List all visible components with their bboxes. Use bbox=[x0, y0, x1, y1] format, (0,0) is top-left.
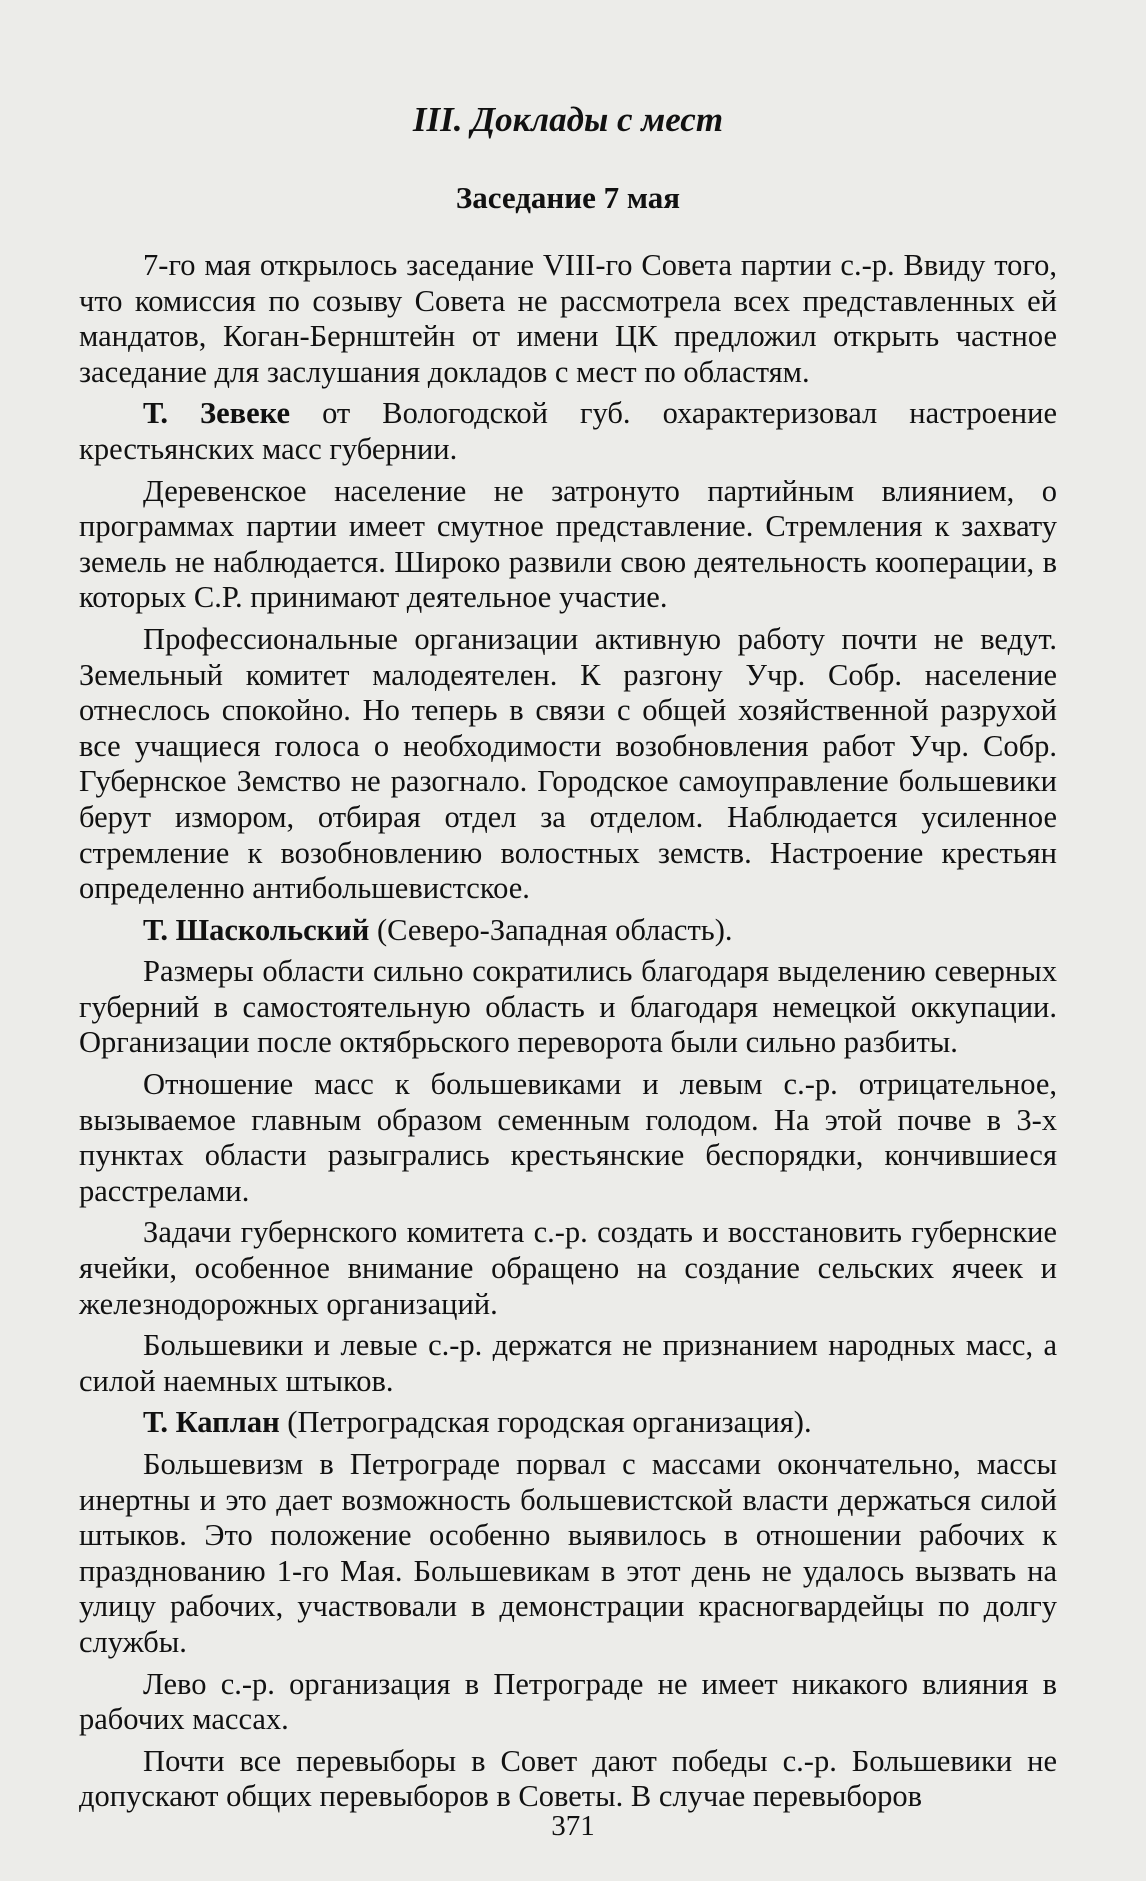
speaker-paragraph-shaskolsky bbox=[79, 913, 1057, 949]
paragraph: Задачи губернского комитета с.-р. создать и восстановить губернские ячейки, особенное внимание обращено на создание сельских ячеек и железнодорожных организаций. bbox=[79, 1215, 1057, 1321]
speaker-paragraph-zeveke bbox=[79, 396, 1057, 467]
speaker-intro: от Вологодской губ. охарактеризовал настроение крестьянских масс губернии. bbox=[79, 396, 1057, 466]
section-title: III. Доклады с мест bbox=[412, 100, 724, 139]
speaker-name: Т. Шаскольский bbox=[143, 912, 370, 947]
speaker-paragraph-kaplan bbox=[79, 1405, 1057, 1441]
paragraph: Лево с.-р. организация в Петрограде не имеет никакого влияния в рабочих массах. bbox=[79, 1666, 1057, 1737]
speaker-intro: (Петроградская городская организация). bbox=[279, 1405, 812, 1440]
paragraph: Профессиональные организации активную работу почти не ведут. Земельный комитет малодеятелен. К разгону Учр. Собр. население отнеслось спокойно. Но теперь в связи с общей хозяйственной разрухой все учащиеся голоса о необходимости возобновления работ Учр. Собр. Губернское Земство не разогнало. Городское самоуправление большевики берут измором, отбирая отдел за отделом. Наблюдается усиленное стремление к возобновлению волостных земств. Настроение крестьян определенно антибольшевистское. bbox=[79, 621, 1057, 906]
paragraph: Размеры области сильно сократились благодаря выделению северных губерний в самостоятельную область и благодаря немецкой оккупации. Организации после октябрьского переворота были сильно разбиты. bbox=[79, 954, 1057, 1060]
page-text bbox=[79, 100, 1057, 1821]
speaker-name: Т. Зевеке bbox=[143, 396, 291, 431]
session-title: Заседание 7 мая bbox=[455, 180, 681, 215]
page-number: 371 bbox=[551, 1810, 595, 1842]
paragraph: Почти все перевыборы в Совет дают победы с.-р. Большевики не допускают общих перевыборов в Советы. В случае перевыборов bbox=[79, 1743, 1057, 1814]
paragraph: Большевизм в Петрограде порвал с массами окончательно, массы инертны и это дает возможность большевистской власти держаться силой штыков. Это положение особенно выявилось в отношении рабочих к празднованию 1-го Мая. Большевикам в этот день не удалось вызвать на улицу рабочих, участвовали в демонстрации красногвардейцы по долгу службы. bbox=[79, 1447, 1057, 1659]
speaker-name: Т. Каплан bbox=[143, 1405, 280, 1440]
paragraph: Большевики и левые с.-р. держатся не признанием народных масс, а силой наемных штыков. bbox=[79, 1328, 1057, 1398]
paragraph-opening: 7-го мая открылось заседание VIII-го Совета партии с.-р. Ввиду того, что комиссия по созыву Совета не рассмотрела всех представленных ей мандатов, Коган-Бернштейн от имени ЦК предложил открыть частное заседание для заслушания докладов с мест по областям. bbox=[79, 248, 1057, 389]
paragraph: Отношение масс к большевиками и левым с.-р. отрицательное, вызываемое главным образом семенным голодом. На этой почве в 3-х пунктах области разыгрались крестьянские беспорядки, кончившиеся расстрелами. bbox=[79, 1067, 1057, 1208]
paragraph: Деревенское население не затронуто партийным влиянием, о программах партии имеет смутное представление. Стремления к захвату земель не наблюдается. Широко развили свою деятельность кооперации, в которых С.Р. принимают деятельное участие. bbox=[79, 473, 1057, 615]
speaker-intro: (Северо-Западная область). bbox=[369, 912, 733, 947]
